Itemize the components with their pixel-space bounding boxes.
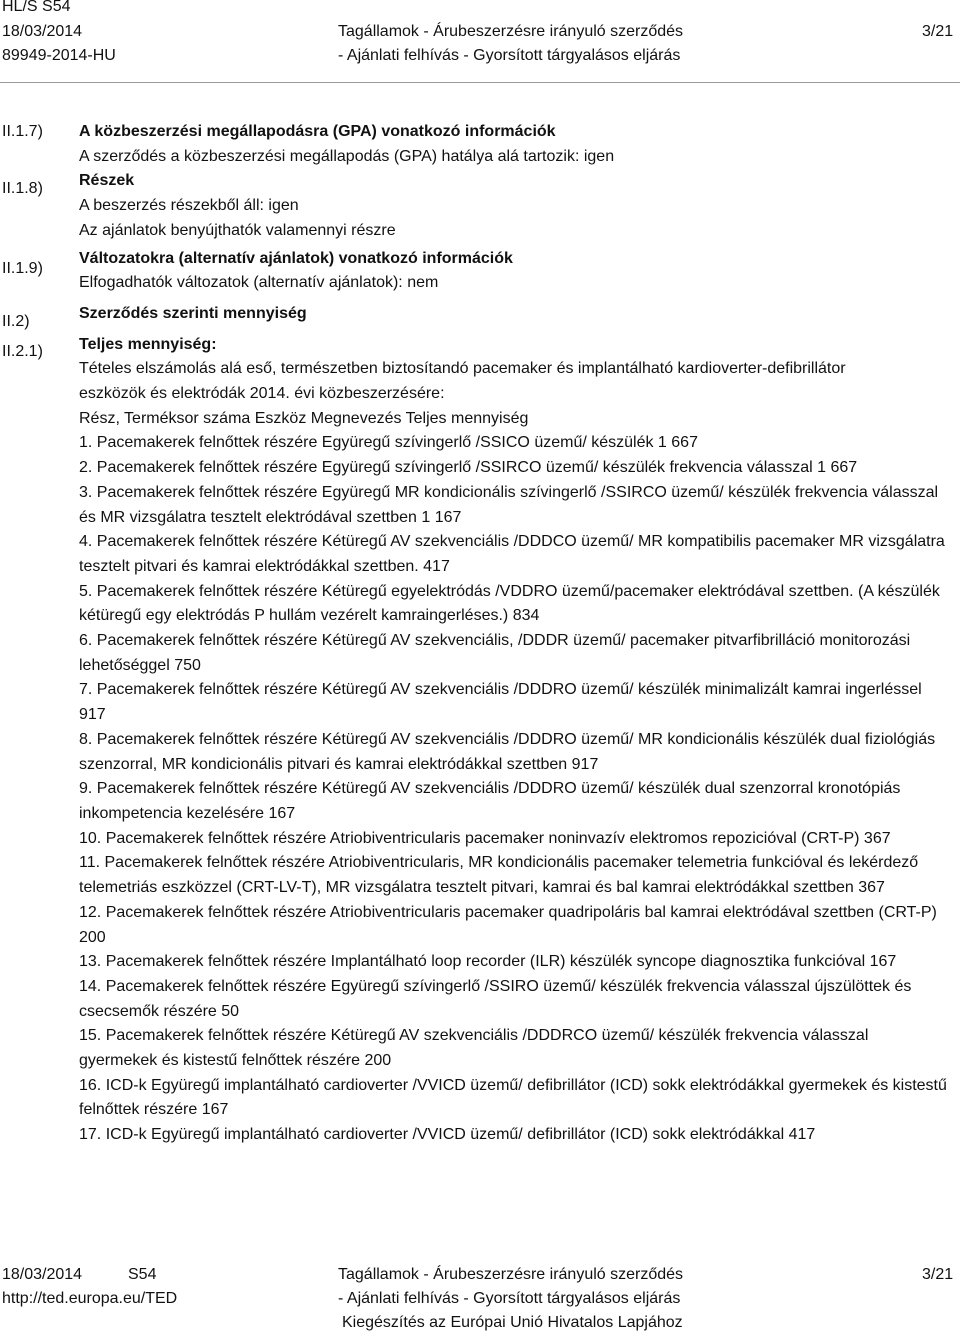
header-page-number: 3/21	[922, 23, 954, 40]
footer-supplement: Kiegészítés az Európai Unió Hivatalos Lapjához	[342, 1314, 683, 1331]
section-heading-total-quantity: Teljes mennyiség:	[79, 335, 217, 353]
header-date: 18/03/2014	[2, 23, 83, 40]
header-title: Tagállamok - Árubeszerzésre irányuló szerződés	[338, 23, 684, 40]
header-subtitle: - Ajánlati felhívás - Gyorsított tárgyalásos eljárás	[338, 47, 681, 64]
variants-info: Elfogadhatók változatok (alternatív ajánlatok): nem	[79, 274, 439, 292]
header-series: HL/S S54	[2, 0, 71, 15]
list-item: 16. ICD-k Együregű implantálható cardioverter /VVICD üzemű/ defibrillátor (ICD) sokk elektródákkal gyermekek és kistestű felnőttek részére 167	[79, 1076, 947, 1119]
section-heading-lots: Részek	[79, 172, 135, 190]
lots-info: A beszerzés részekből áll: igen	[79, 197, 299, 215]
lots-bids-info: Az ajánlatok benyújthatók valamennyi részre	[79, 221, 396, 239]
section-number-ii-1-7: II.1.7)	[2, 123, 43, 140]
section-number-ii-2: II.2)	[2, 313, 30, 330]
list-item: 12. Pacemakerek felnőttek részére Atriobiventricularis pacemaker quadripoláris bal kamrai elektródával szettben (CRT-P) 200	[79, 903, 937, 946]
page-footer	[0, 1264, 960, 1334]
section-heading-variants: Változatokra (alternatív ajánlatok) vonatkozó információk	[79, 249, 513, 267]
section-heading-quantity: Szerződés szerinti mennyiség	[79, 304, 307, 322]
header-doc-id: 89949-2014-HU	[2, 47, 116, 64]
list-item: 7. Pacemakerek felnőttek részére Kétüregű AV szekvenciális /DDDRO üzemű/ készülék minimalizált kamrai ingerléssel 917	[79, 681, 922, 724]
list-item: 3. Pacemakerek felnőttek részére Együregű MR kondicionális szívingerlő /SSIRCO üzemű/ készülék frekvencia válasszal és MR vizsgálatra tesztelt elektródával szettben 1 167	[79, 483, 939, 526]
list-item: 9. Pacemakerek felnőttek részére Kétüregű AV szekvenciális /DDDRO üzemű/ készülék dual szenzorral kronotópiás inkompetencia kezelésére 167	[79, 780, 901, 822]
list-item: 17. ICD-k Együregű implantálható cardioverter /VVICD üzemű/ defibrillátor (ICD) sokk elektródákkal 417	[79, 1126, 816, 1144]
section-heading-gpa: A közbeszerzési megállapodásra (GPA) vonatkozó információk	[79, 123, 556, 140]
list-item: 13. Pacemakerek felnőttek részére Implantálható loop recorder (ILR) készülék syncope diagnosztika funkcióval 167	[79, 953, 897, 971]
list-item: 10. Pacemakerek felnőttek részére Atriobiventricularis pacemaker noninvazív elektromos repozicióval (CRT-P) 367	[79, 829, 891, 847]
list-item: 15. Pacemakerek felnőttek részére Kétüregű AV szekvenciális /DDDRCO üzemű/ készülék frekvencia válasszal gyermekek és kistestű felnőttek részére 200	[79, 1027, 869, 1070]
quantity-item-list	[79, 431, 951, 1147]
section-number-ii-1-9: II.1.9)	[2, 260, 43, 277]
quantity-column-headers: Rész, Terméksor száma Eszköz Megnevezés Teljes mennyiség	[79, 409, 529, 427]
quantity-intro-line-2: eszközök és elektródák 2014. évi közbeszerzésére:	[79, 385, 445, 403]
quantity-intro-line-1: Tételes elszámolás alá eső, természetben biztosítandó pacemaker és implantálható kardioverter-defibrillátor	[79, 360, 846, 378]
footer-series: S54	[128, 1266, 157, 1283]
list-item: 11. Pacemakerek felnőttek részére Atriobiventricularis, MR kondicionális pacemaker telemetria funkcióval és lekérdező telemetriás eszközzel (CRT-LV-T), MR vizsgálatra tesztelt pitvari, kamrai és bal kamrai elektródákkal szettben 367	[79, 854, 919, 897]
list-item: 2. Pacemakerek felnőttek részére Együregű szívingerlő /SSIRCO üzemű/ készülék frekvencia válasszal 1 667	[79, 459, 858, 477]
document-body	[79, 120, 951, 1148]
list-item: 8. Pacemakerek felnőttek részére Kétüregű AV szekvenciális /DDDRO üzemű/ MR kondicionális készülék dual fiziológiás szenzorral, MR kondicionális pitvari és kamrai elektródákkal szettben 917	[79, 730, 936, 773]
section-number-ii-2-1: II.2.1)	[2, 343, 43, 360]
footer-url-link[interactable]: http://ted.europa.eu/TED	[2, 1290, 178, 1307]
footer-date: 18/03/2014	[2, 1266, 83, 1283]
gpa-info: A szerződés a közbeszerzési megállapodás (GPA) hatálya alá tartozik: igen	[79, 147, 615, 165]
footer-title: Tagállamok - Árubeszerzésre irányuló szerződés	[338, 1266, 684, 1283]
list-item: 1. Pacemakerek felnőttek részére Együregű szívingerlő /SSICO üzemű/ készülék 1 667	[79, 434, 698, 452]
section-number-ii-1-8: II.1.8)	[2, 180, 43, 197]
page-header	[0, 0, 960, 70]
list-item: 6. Pacemakerek felnőttek részére Kétüregű AV szekvenciális, /DDDR üzemű/ pacemaker pitvarfibrilláció monitorozási lehetőséggel 750	[79, 632, 911, 674]
header-divider	[0, 82, 960, 83]
list-item: 5. Pacemakerek felnőttek részére Kétüregű egyelektródás /VDDRO üzemű/pacemaker elektródával szettben. (A készülék kétüregű egy elektródás P hullám vezérelt kamraingerléses.) 834	[79, 582, 940, 625]
list-item: 14. Pacemakerek felnőttek részére Együregű szívingerlő /SSIRO üzemű/ készülék frekvencia válasszal újszülöttek és csecsemők részére 50	[79, 977, 912, 1020]
list-item: 4. Pacemakerek felnőttek részére Kétüregű AV szekvenciális /DDDCO üzemű/ MR kompatibilis pacemaker MR vizsgálatra tesztelt pitvari és kamrai elektródákkal szettben. 417	[79, 533, 945, 575]
footer-page-number: 3/21	[922, 1266, 954, 1283]
footer-subtitle: - Ajánlati felhívás - Gyorsított tárgyalásos eljárás	[338, 1290, 681, 1307]
